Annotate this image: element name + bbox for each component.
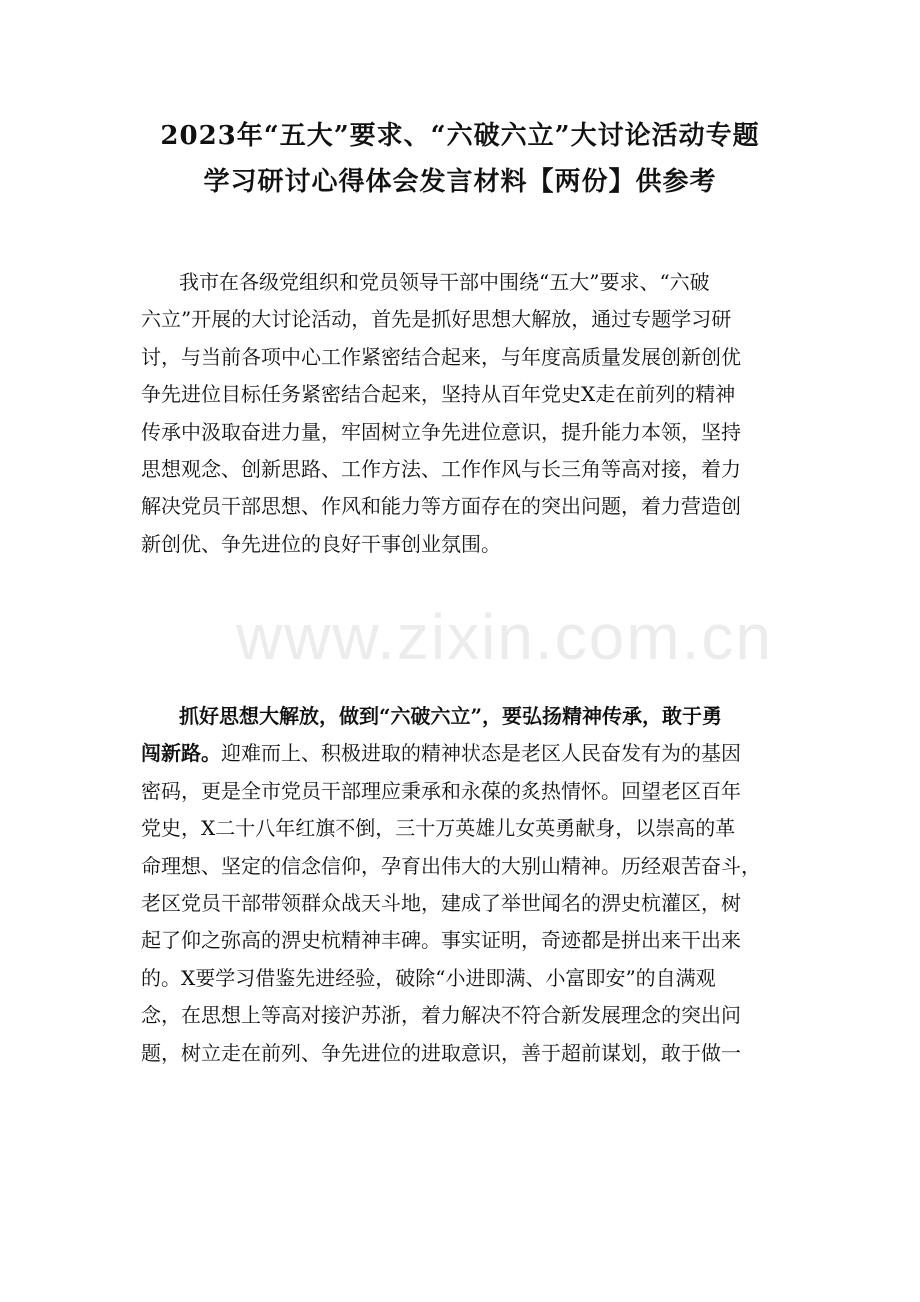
paragraph-line: 起了仰之弥高的淠史杭精神丰碑。事实证明，奇迹都是拼出来干出来 <box>141 928 741 953</box>
paragraph-2 <box>141 698 783 1072</box>
section-heading: 抓好思想大解放，做到“六破六立”，要弘扬精神传承，敢于勇 <box>179 704 723 728</box>
title-line-2: 学习研讨心得体会发言材料【两份】供参考 <box>203 167 717 197</box>
paragraph-line <box>141 735 783 772</box>
paragraph-line: 念，在思想上等高对接沪苏浙，着力解决不符合新发展理念的突出问 <box>141 1003 741 1028</box>
paragraph-line: 命理想、坚定的信念信仰，孕育出伟大的大别山精神。历经艰苦奋斗， <box>141 853 761 878</box>
paragraph-line: 思想观念、创新思路、工作方法、工作作风与长三角等高对接，着力 <box>141 456 741 481</box>
title-line-1: 2023年“五大”要求、“六破六立”大讨论活动专题 <box>160 121 760 151</box>
section-heading-end: 闯新路。 <box>141 741 221 766</box>
paragraph-line: 传承中汲取奋进力量，牢固树立争先进位意识，提升能力本领，坚持 <box>141 419 741 444</box>
paragraph-text: 迎难而上、积极进取的精神状态是老区人民奋发有为的基因 <box>221 741 741 766</box>
paragraph-line: 新创优、争先进位的良好干事创业氛围。 <box>141 531 501 556</box>
paragraph-line: 解决党员干部思想、作风和能力等方面存在的突出问题，着力营造创 <box>141 494 741 519</box>
paragraph-line: 我市在各级党组织和党员领导干部中围绕“五大”要求、“六破 <box>179 270 710 294</box>
paragraph-line: 题，树立走在前列、争先进位的进取意识，善于超前谋划，敢于做一 <box>141 1040 741 1065</box>
paragraph-line: 密码，更是全市党员干部理应秉承和永葆的炙热情怀。回望老区百年 <box>141 778 741 803</box>
paragraph-1 <box>141 264 783 563</box>
paragraph-line: 的。X要学习借鉴先进经验，破除“小进即满、小富即安”的自满观 <box>141 965 716 990</box>
watermark: www.zixin.com.cn <box>236 601 773 673</box>
paragraph-line: 党史，X二十八年红旗不倒，三十万英雄儿女英勇献身，以崇高的革 <box>141 816 736 841</box>
paragraph-line: 六立”开展的大讨论活动，首先是抓好思想大解放，通过专题学习研 <box>141 307 732 332</box>
document-title <box>0 113 920 205</box>
paragraph-line: 讨，与当前各项中心工作紧密结合起来，与年度高质量发展创新创优 <box>141 344 741 369</box>
paragraph-line: 争先进位目标任务紧密结合起来，坚持从百年党史X走在前列的精神 <box>141 382 736 407</box>
paragraph-line: 老区党员干部带领群众战天斗地，建成了举世闻名的淠史杭灌区，树 <box>141 890 741 915</box>
